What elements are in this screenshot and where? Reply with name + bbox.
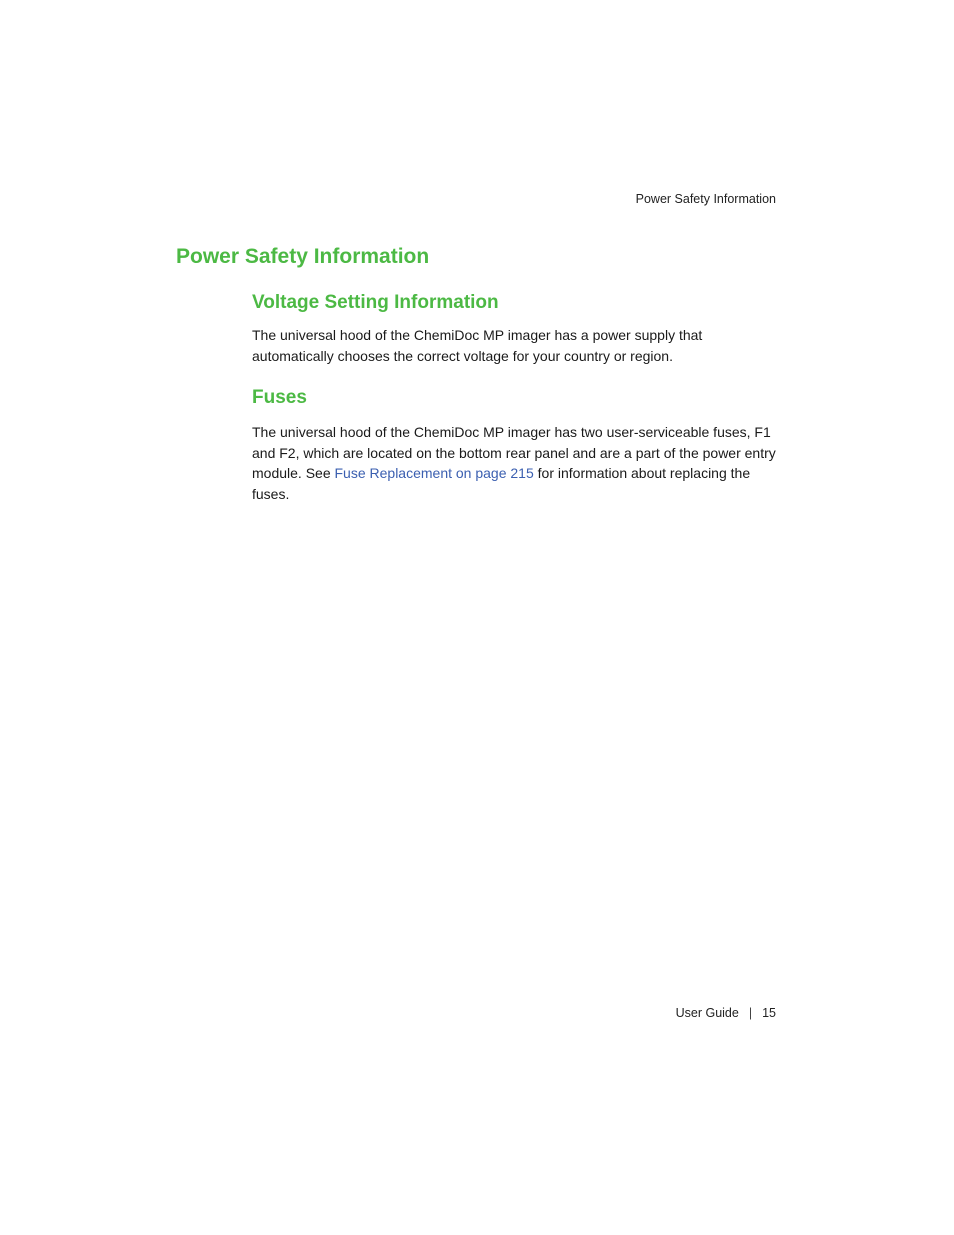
fuses-body-text-end: for information about replacing the fuses.: [252, 465, 751, 502]
section-fuses: [252, 387, 782, 504]
page-footer: [676, 1006, 776, 1020]
footer-separator: |: [748, 1006, 753, 1020]
running-header: Power Safety Information: [635, 192, 776, 206]
page-number: 15: [762, 1006, 776, 1020]
section-body-voltage: The universal hood of the ChemiDoc MP imager has a power supply that automatically chooses the correct voltage for your country or region.: [252, 327, 703, 364]
footer-doc-name: User Guide: [675, 1006, 739, 1020]
section-body-fuses: [252, 422, 782, 504]
section-heading-voltage: Voltage Setting Information: [252, 292, 499, 313]
fuse-replacement-link[interactable]: Fuse Replacement on page 215: [334, 465, 534, 481]
fuses-body-text-start: The universal hood of the ChemiDoc MP imager has two user-serviceable fuses, F1 and F2, which are located on the bottom rear panel and are a part of the power entry module. See: [252, 424, 776, 481]
section-voltage-setting: [252, 292, 782, 366]
page-title: Power Safety Information: [176, 245, 430, 268]
section-heading-fuses: Fuses: [252, 387, 307, 408]
